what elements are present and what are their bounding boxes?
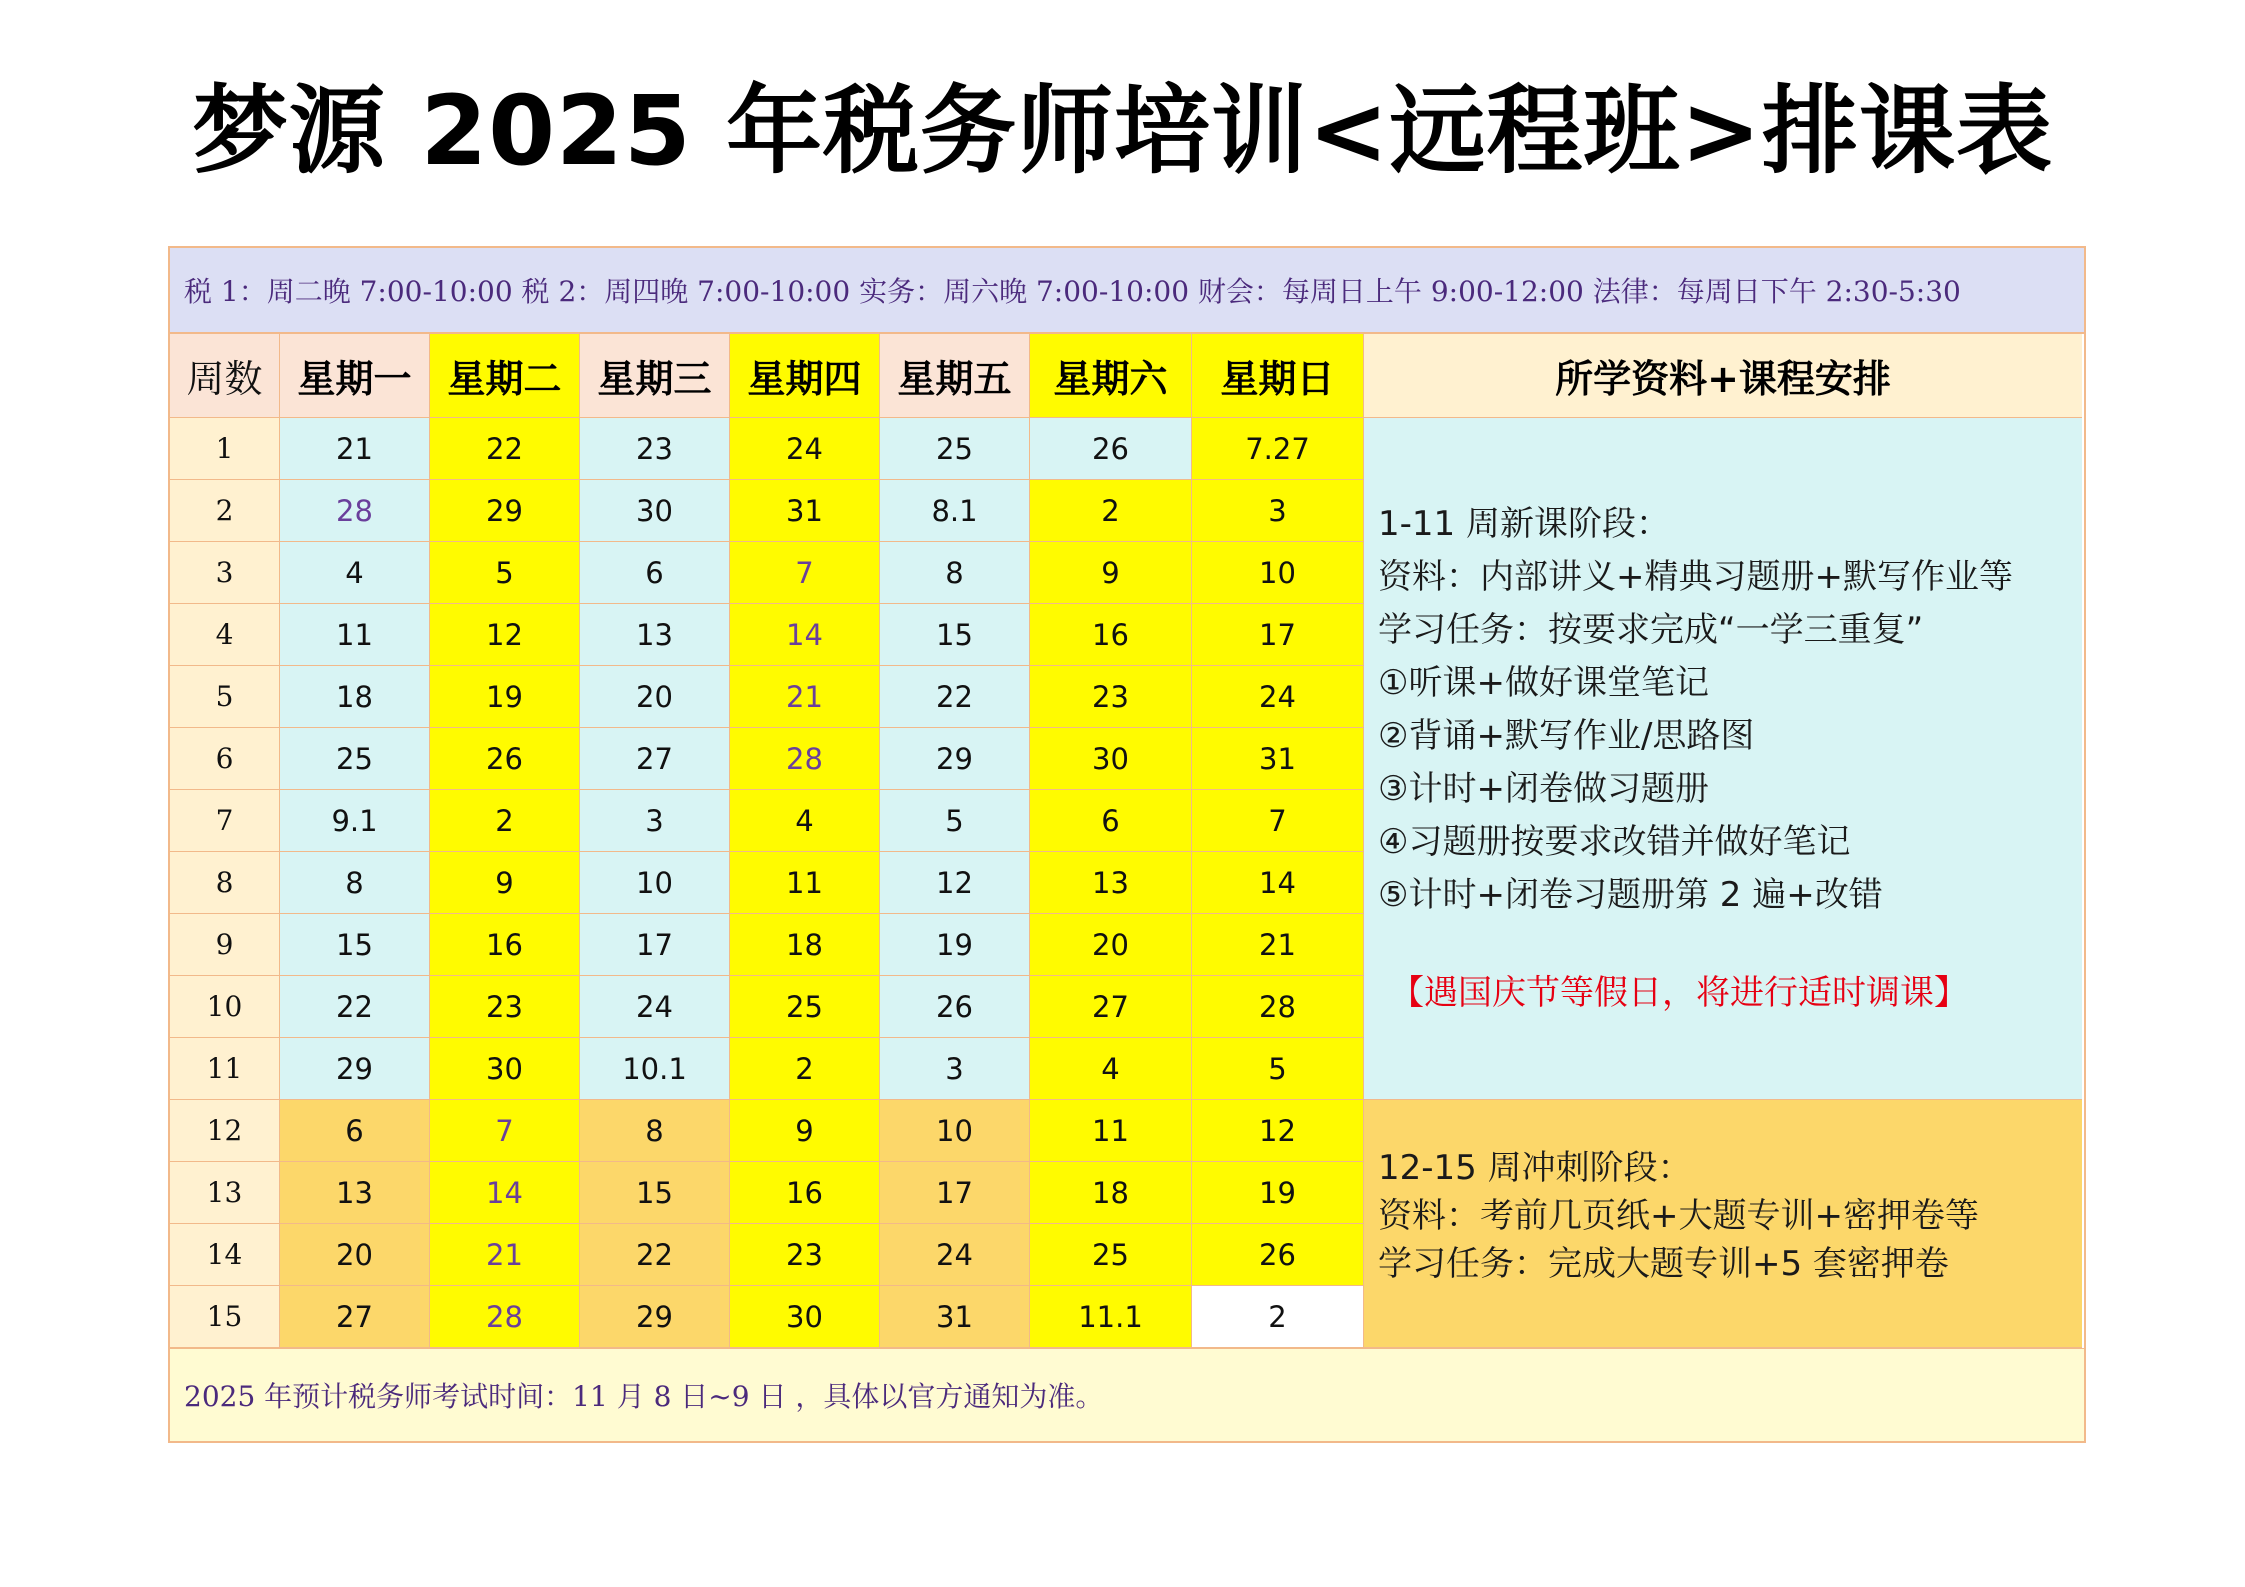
exam-date-footer: 2025 年预计税务师考试时间：11 月 8 日~9 日 ，具体以官方通知为准。 [170, 1348, 2084, 1441]
date-cell: 3 [1192, 480, 1364, 542]
week-number: 15 [170, 1286, 280, 1348]
date-cell: 7.27 [1192, 418, 1364, 480]
week-number: 4 [170, 604, 280, 666]
phase1-note-line: ①听课+做好课堂笔记 [1378, 663, 1709, 703]
date-cell: 27 [580, 728, 730, 790]
date-cell: 12 [430, 604, 580, 666]
date-cell: 24 [580, 976, 730, 1038]
date-cell: 24 [1192, 666, 1364, 728]
date-cell: 10 [580, 852, 730, 914]
date-cell: 6 [280, 1100, 430, 1162]
date-cell: 29 [430, 480, 580, 542]
date-cell: 17 [580, 914, 730, 976]
date-cell: 16 [1030, 604, 1192, 666]
date-cell: 10.1 [580, 1038, 730, 1100]
date-cell: 18 [1030, 1162, 1192, 1224]
date-cell: 13 [580, 604, 730, 666]
date-cell: 25 [280, 728, 430, 790]
week-number: 6 [170, 728, 280, 790]
date-cell: 20 [580, 666, 730, 728]
date-cell: 9.1 [280, 790, 430, 852]
date-cell: 26 [430, 728, 580, 790]
date-cell: 16 [430, 914, 580, 976]
date-cell: 20 [280, 1224, 430, 1286]
phase1-note-line: ⑤计时+闭卷习题册第 2 遍+改错 [1378, 875, 1883, 915]
date-cell: 14 [430, 1162, 580, 1224]
date-cell: 21 [730, 666, 880, 728]
date-cell: 13 [280, 1162, 430, 1224]
date-cell: 3 [880, 1038, 1030, 1100]
date-cell: 17 [1192, 604, 1364, 666]
date-cell: 11 [730, 852, 880, 914]
date-cell: 13 [1030, 852, 1192, 914]
date-cell: 12 [1192, 1100, 1364, 1162]
phase2-note-line: 12-15 周冲刺阶段： [1378, 1148, 1692, 1188]
phase2-notes [1364, 1100, 2082, 1348]
date-cell: 27 [280, 1286, 430, 1348]
date-cell: 30 [580, 480, 730, 542]
week-number: 8 [170, 852, 280, 914]
date-cell: 14 [1192, 852, 1364, 914]
date-cell: 15 [280, 914, 430, 976]
date-cell: 28 [280, 480, 430, 542]
date-cell: 15 [880, 604, 1030, 666]
phase1-note-line: 学习任务：按要求完成“一学三重复” [1378, 610, 1924, 650]
date-cell: 29 [280, 1038, 430, 1100]
date-cell: 23 [580, 418, 730, 480]
date-cell: 29 [880, 728, 1030, 790]
date-cell: 22 [580, 1224, 730, 1286]
date-cell: 19 [880, 914, 1030, 976]
date-cell: 9 [730, 1100, 880, 1162]
date-cell: 21 [430, 1224, 580, 1286]
date-cell: 22 [280, 976, 430, 1038]
header-day-1: 星期一 [280, 334, 430, 418]
date-cell: 7 [730, 542, 880, 604]
date-cell: 6 [580, 542, 730, 604]
phase1-note-line: 资料：内部讲义+精典习题册+默写作业等 [1378, 557, 2013, 597]
date-cell: 23 [730, 1224, 880, 1286]
date-cell: 22 [430, 418, 580, 480]
date-cell: 16 [730, 1162, 880, 1224]
date-cell: 12 [880, 852, 1030, 914]
date-cell: 9 [1030, 542, 1192, 604]
date-cell: 28 [430, 1286, 580, 1348]
week-number: 14 [170, 1224, 280, 1286]
phase1-notes [1364, 418, 2082, 1100]
date-cell: 9 [430, 852, 580, 914]
date-cell: 19 [1192, 1162, 1364, 1224]
week-number: 5 [170, 666, 280, 728]
date-cell: 20 [1030, 914, 1192, 976]
week-number: 13 [170, 1162, 280, 1224]
date-cell: 21 [280, 418, 430, 480]
date-cell: 2 [730, 1038, 880, 1100]
phase1-note-line: ②背诵+默写作业/思路图 [1378, 716, 1755, 756]
header-day-5: 星期五 [880, 334, 1030, 418]
week-number: 11 [170, 1038, 280, 1100]
header-week: 周数 [170, 334, 280, 418]
date-cell: 29 [580, 1286, 730, 1348]
date-cell: 5 [430, 542, 580, 604]
date-cell: 30 [1030, 728, 1192, 790]
page-title: 梦源 2025 年税务师培训<远程班>排课表 [192, 75, 2053, 187]
week-number: 3 [170, 542, 280, 604]
week-number: 10 [170, 976, 280, 1038]
date-cell: 4 [730, 790, 880, 852]
date-cell: 3 [580, 790, 730, 852]
date-cell: 2 [1192, 1286, 1364, 1348]
schedule-grid [170, 334, 2084, 1348]
date-cell: 25 [1030, 1224, 1192, 1286]
week-number: 12 [170, 1100, 280, 1162]
date-cell: 21 [1192, 914, 1364, 976]
date-cell: 30 [430, 1038, 580, 1100]
date-cell: 18 [280, 666, 430, 728]
phase2-note-line: 学习任务：完成大题专训+5 套密押卷 [1378, 1244, 1949, 1284]
date-cell: 27 [1030, 976, 1192, 1038]
date-cell: 17 [880, 1162, 1030, 1224]
date-cell: 26 [1030, 418, 1192, 480]
date-cell: 18 [730, 914, 880, 976]
date-cell: 28 [730, 728, 880, 790]
phase1-note-line: ③计时+闭卷做习题册 [1378, 769, 1709, 809]
header-day-3: 星期三 [580, 334, 730, 418]
date-cell: 6 [1030, 790, 1192, 852]
date-cell: 7 [430, 1100, 580, 1162]
date-cell: 5 [880, 790, 1030, 852]
date-cell: 11 [280, 604, 430, 666]
week-number: 2 [170, 480, 280, 542]
date-cell: 11 [1030, 1100, 1192, 1162]
date-cell: 11.1 [1030, 1286, 1192, 1348]
date-cell: 8 [880, 542, 1030, 604]
phase2-note-line: 资料：考前几页纸+大题专训+密押卷等 [1378, 1196, 1979, 1236]
date-cell: 4 [280, 542, 430, 604]
phase1-note-line: ④习题册按要求改错并做好笔记 [1378, 822, 1851, 862]
date-cell: 5 [1192, 1038, 1364, 1100]
date-cell: 8 [280, 852, 430, 914]
date-cell: 30 [730, 1286, 880, 1348]
date-cell: 31 [880, 1286, 1030, 1348]
date-cell: 25 [880, 418, 1030, 480]
header-materials: 所学资料+课程安排 [1364, 334, 2082, 418]
header-day-6: 星期六 [1030, 334, 1192, 418]
week-number: 9 [170, 914, 280, 976]
phase1-note-line: 1-11 周新课阶段： [1378, 504, 1670, 544]
date-cell: 8 [580, 1100, 730, 1162]
header-day-7: 星期日 [1192, 334, 1364, 418]
week-number: 7 [170, 790, 280, 852]
date-cell: 22 [880, 666, 1030, 728]
date-cell: 15 [580, 1162, 730, 1224]
holiday-note: 【遇国庆节等假日，将进行适时调课】 [1390, 973, 1968, 1013]
date-cell: 24 [730, 418, 880, 480]
header-day-2: 星期二 [430, 334, 580, 418]
date-cell: 31 [730, 480, 880, 542]
class-time-info: 税 1：周二晚 7:00-10:00 税 2：周四晚 7:00-10:00 实务：周六晚 7:00-10:00 财会：每周日上午 9:00-12:00 法律：每周日下午 2:30-5:30 [170, 248, 2084, 334]
date-cell: 14 [730, 604, 880, 666]
date-cell: 24 [880, 1224, 1030, 1286]
date-cell: 23 [1030, 666, 1192, 728]
date-cell: 10 [880, 1100, 1030, 1162]
schedule-table [168, 246, 2086, 1443]
date-cell: 4 [1030, 1038, 1192, 1100]
date-cell: 28 [1192, 976, 1364, 1038]
date-cell: 23 [430, 976, 580, 1038]
date-cell: 10 [1192, 542, 1364, 604]
date-cell: 25 [730, 976, 880, 1038]
date-cell: 2 [1030, 480, 1192, 542]
week-number: 1 [170, 418, 280, 480]
date-cell: 7 [1192, 790, 1364, 852]
date-cell: 31 [1192, 728, 1364, 790]
date-cell: 26 [880, 976, 1030, 1038]
date-cell: 26 [1192, 1224, 1364, 1286]
header-day-4: 星期四 [730, 334, 880, 418]
date-cell: 2 [430, 790, 580, 852]
date-cell: 8.1 [880, 480, 1030, 542]
date-cell: 19 [430, 666, 580, 728]
